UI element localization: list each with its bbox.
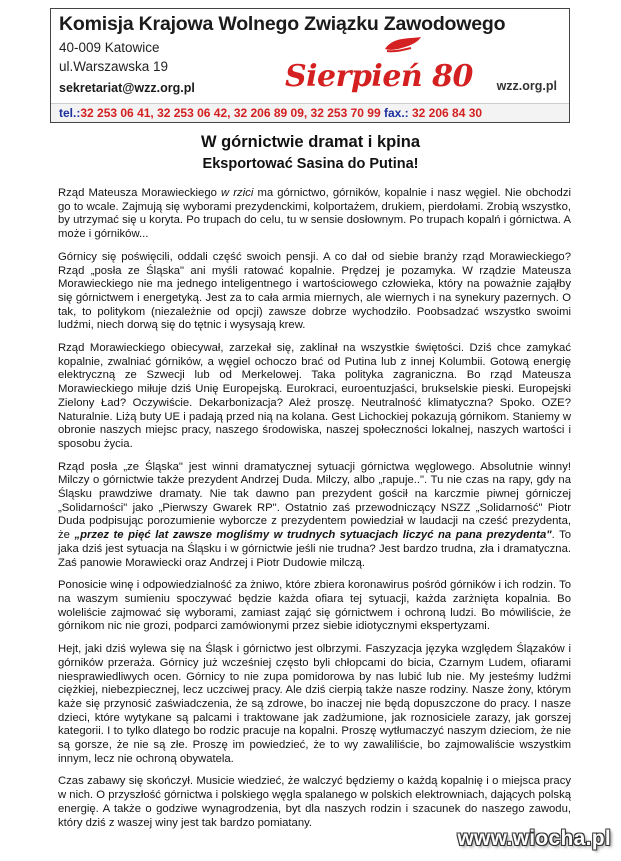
paragraph: Hejt, jaki dziś wylewa się na Śląsk i górnictwo jest olbrzymi. Faszyzacja języka względem Ślązaków i górników przeraża. Górnicy już wcześniej często byli chłopcami do bicia, Czarnym Ludem, ofiarami niesprawiedliwych ocen. Górnicy to nie zupa pomidorowa by nas lubić lub nie. My jesteśmy ludźmi ciężkiej, niebezpiecznej, lecz uczciwej pracy. Ale dziś cierpią także nasze rodziny. Nasze żony, którym każe się przynosić zaświadczenia, że są zdrowe, bo inaczej nie będą dopuszczone do pracy. I nasze dzieci, które wytykane są palcami i traktowane jak zadżumione, jak roznosiciele zarazy, jak gorszej kategorii. I to tylko dlatego bo rodzic pracuje na kopalni. Proszę wytłumaczyć naszym dzieciom, że nie są gorsze, że nie są złe. Proszę im powiedzieć, że to wy zawaliliście, bo zajmowaliście wszystkim innym, lecz nie ochroną obywatela.: [58, 643, 571, 765]
article-subtitle: Eksportować Sasina do Putina!: [202, 156, 419, 172]
quote-text: „przez te pięć lat zawsze mogliśmy w trudnych sytuacjach liczyć na pana prezydenta": [74, 529, 552, 542]
letterhead: [50, 8, 570, 123]
fax-label: fax.:: [383, 106, 409, 120]
flag-icon: [381, 35, 425, 61]
article-body: [58, 187, 571, 839]
fax-number: 32 206 84 30: [412, 106, 483, 120]
paragraph: Ponosicie winę i odpowiedzialność za żniwo, które zbiera koronawirus pośród górników i ich rodzin. To na waszym sumieniu spoczywać będzie każda ofiara tej sytuacji, każda zarżnięta kopalnia. Bo woleliście zajmować się wyborami, zamiast zająć się górnictwem i ochroną ludzi. Bo mówiliście, że górnikom nic nie grozi, podparci zamówionymi przez siebie idiotycznymi ekspertyzami.: [58, 579, 571, 633]
sierpien-80-logo: [285, 31, 485, 99]
logo-text: Sierpień 80: [285, 59, 473, 94]
address-city: 40-009 Katowice: [59, 40, 160, 55]
paragraph: Czas zabawy się skończył. Musicie wiedzieć, że walczyć będziemy o każdą kopalnię i o miejsca pracy w nich. O przyszłość górnictwa i polskiego węgla spalanego w polskich elektrowniach, dających polską energię. A także o godziwe wynagrodzenia, byt dla naszych rodzin i szacunek do naszego zawodu, który dziś z waszej winy jest tak bardzo pomiatany.: [58, 775, 572, 829]
website-link[interactable]: wzz.org.pl: [496, 79, 557, 93]
email-address: sekretariat@wzz.org.pl: [59, 81, 195, 95]
tel-label: tel.:: [59, 106, 81, 120]
tel-numbers: 32 253 06 41, 32 253 06 42, 32 206 89 09, 32 253 70 99: [80, 106, 381, 120]
organization-title: Komisja Krajowa Wolnego Związku Zawodowego: [59, 13, 506, 35]
paragraph: Górnicy się poświęcili, oddali część swoich pensji. A co dał od siebie branży rząd Morawieckiego? Rząd „posła ze Śląska" ani myśli ratować kopalnie. Prędzej je pozamyka. W rządzie Mateusza Morawieckiego nie ma jednego inteligentnego i wartościowego człowieka, który na poważnie zająłby się górnictwem i energetyką. Jest za to cała armia miernych, ale wiernych i na synekury pazernych. O tak, to politykom (niezależnie od opcji) zawsze dobrze wychodziło. Poobsadzać wszystko swoimi ludźmi, niech dorwą się do tętnic i wysysają krew.: [58, 250, 571, 332]
paragraph: Rząd Morawieckiego obiecywał, zarzekał się, zaklinał na wszystkie świętości. Dziś chce zamykać kopalnie, zwalniać górników, a węgiel ochoczo brać od Putina lub z innej Kolumbii. Gotową energię elektryczną ze Szwecji lub od Merkelowej. Taka polityka zagraniczna. Bo rząd Mateusza Morawieckiego miłuje dziś Unię Europejską. Eurokraci, euroentuzjaści, brukselskie pieski. Europejski Zielony Ład? Oczywiście. Dekarbonizacja? Ależ proszę. Neutralność klimatyczna? Spoko. OZE? Naturalnie. Liżą buty UE i padają przed nią na kolana. Gest Lichockiej pokazują górnikom. Staniemy w obronie naszych miejsc pracy, naszego środowiska, naszej społeczności lokalnej, naszych wartości i sposobu życia.: [58, 342, 571, 450]
text-run: . To jaka dziś jest sytuacja na Śląsku i w górnictwie jeśli nie trudna? Jest bardzo trudna, zła i dramatyczna. Zaś panowie Morawiecki oraz Andrzej i Piotr Dudowie milczą.: [58, 529, 571, 569]
address-street: ul.Warszawska 19: [59, 59, 169, 74]
emphasis-text: w rzici: [221, 187, 254, 199]
text-run: Rząd posła „ze Śląska" jest winni dramatycznej sytuacji górnictwa węglowego. Absolutnie winny! Milczy o górnictwie także prezydent Andrzej Duda. Milczy, albo „rapuje..". Tu nie czas na rapy, gdy na Śląsku prawdziwe dramaty. Nie tak dawno pan prezydent gościł na karczmie piwnej górniczej „Solidarności" jako „Pierwszy Gwarek RP". Ostatnio zaś przewodniczący NSZZ „Solidarność" Piotr Duda podpisując porozumienie wyborcze z prezydentem powiedział w laudacji na cześć prezydenta, że: [58, 460, 571, 542]
paragraph: [58, 461, 571, 571]
text-run: Rząd Mateusza Morawieckiego: [58, 187, 222, 199]
contact-bar: [51, 103, 569, 122]
article-title: W górnictwie dramat i kpina: [200, 133, 421, 151]
paragraph: [58, 187, 571, 242]
watermark: www.wiocha.pl: [457, 827, 611, 850]
text-run: ma górnictwo, górników, kopalnie i nasz węgiel. Nie obchodzi go to wcale. Zajmują się wyborami prezydenckimi, kolportażem, drukiem, pierdołami. Zrobią wszystko, by utrzymać się u koryta. Po trupach do celu, tu w sensie dosłownym. Po trupach kopalń i górnictwa. A może i górników...: [58, 187, 571, 241]
